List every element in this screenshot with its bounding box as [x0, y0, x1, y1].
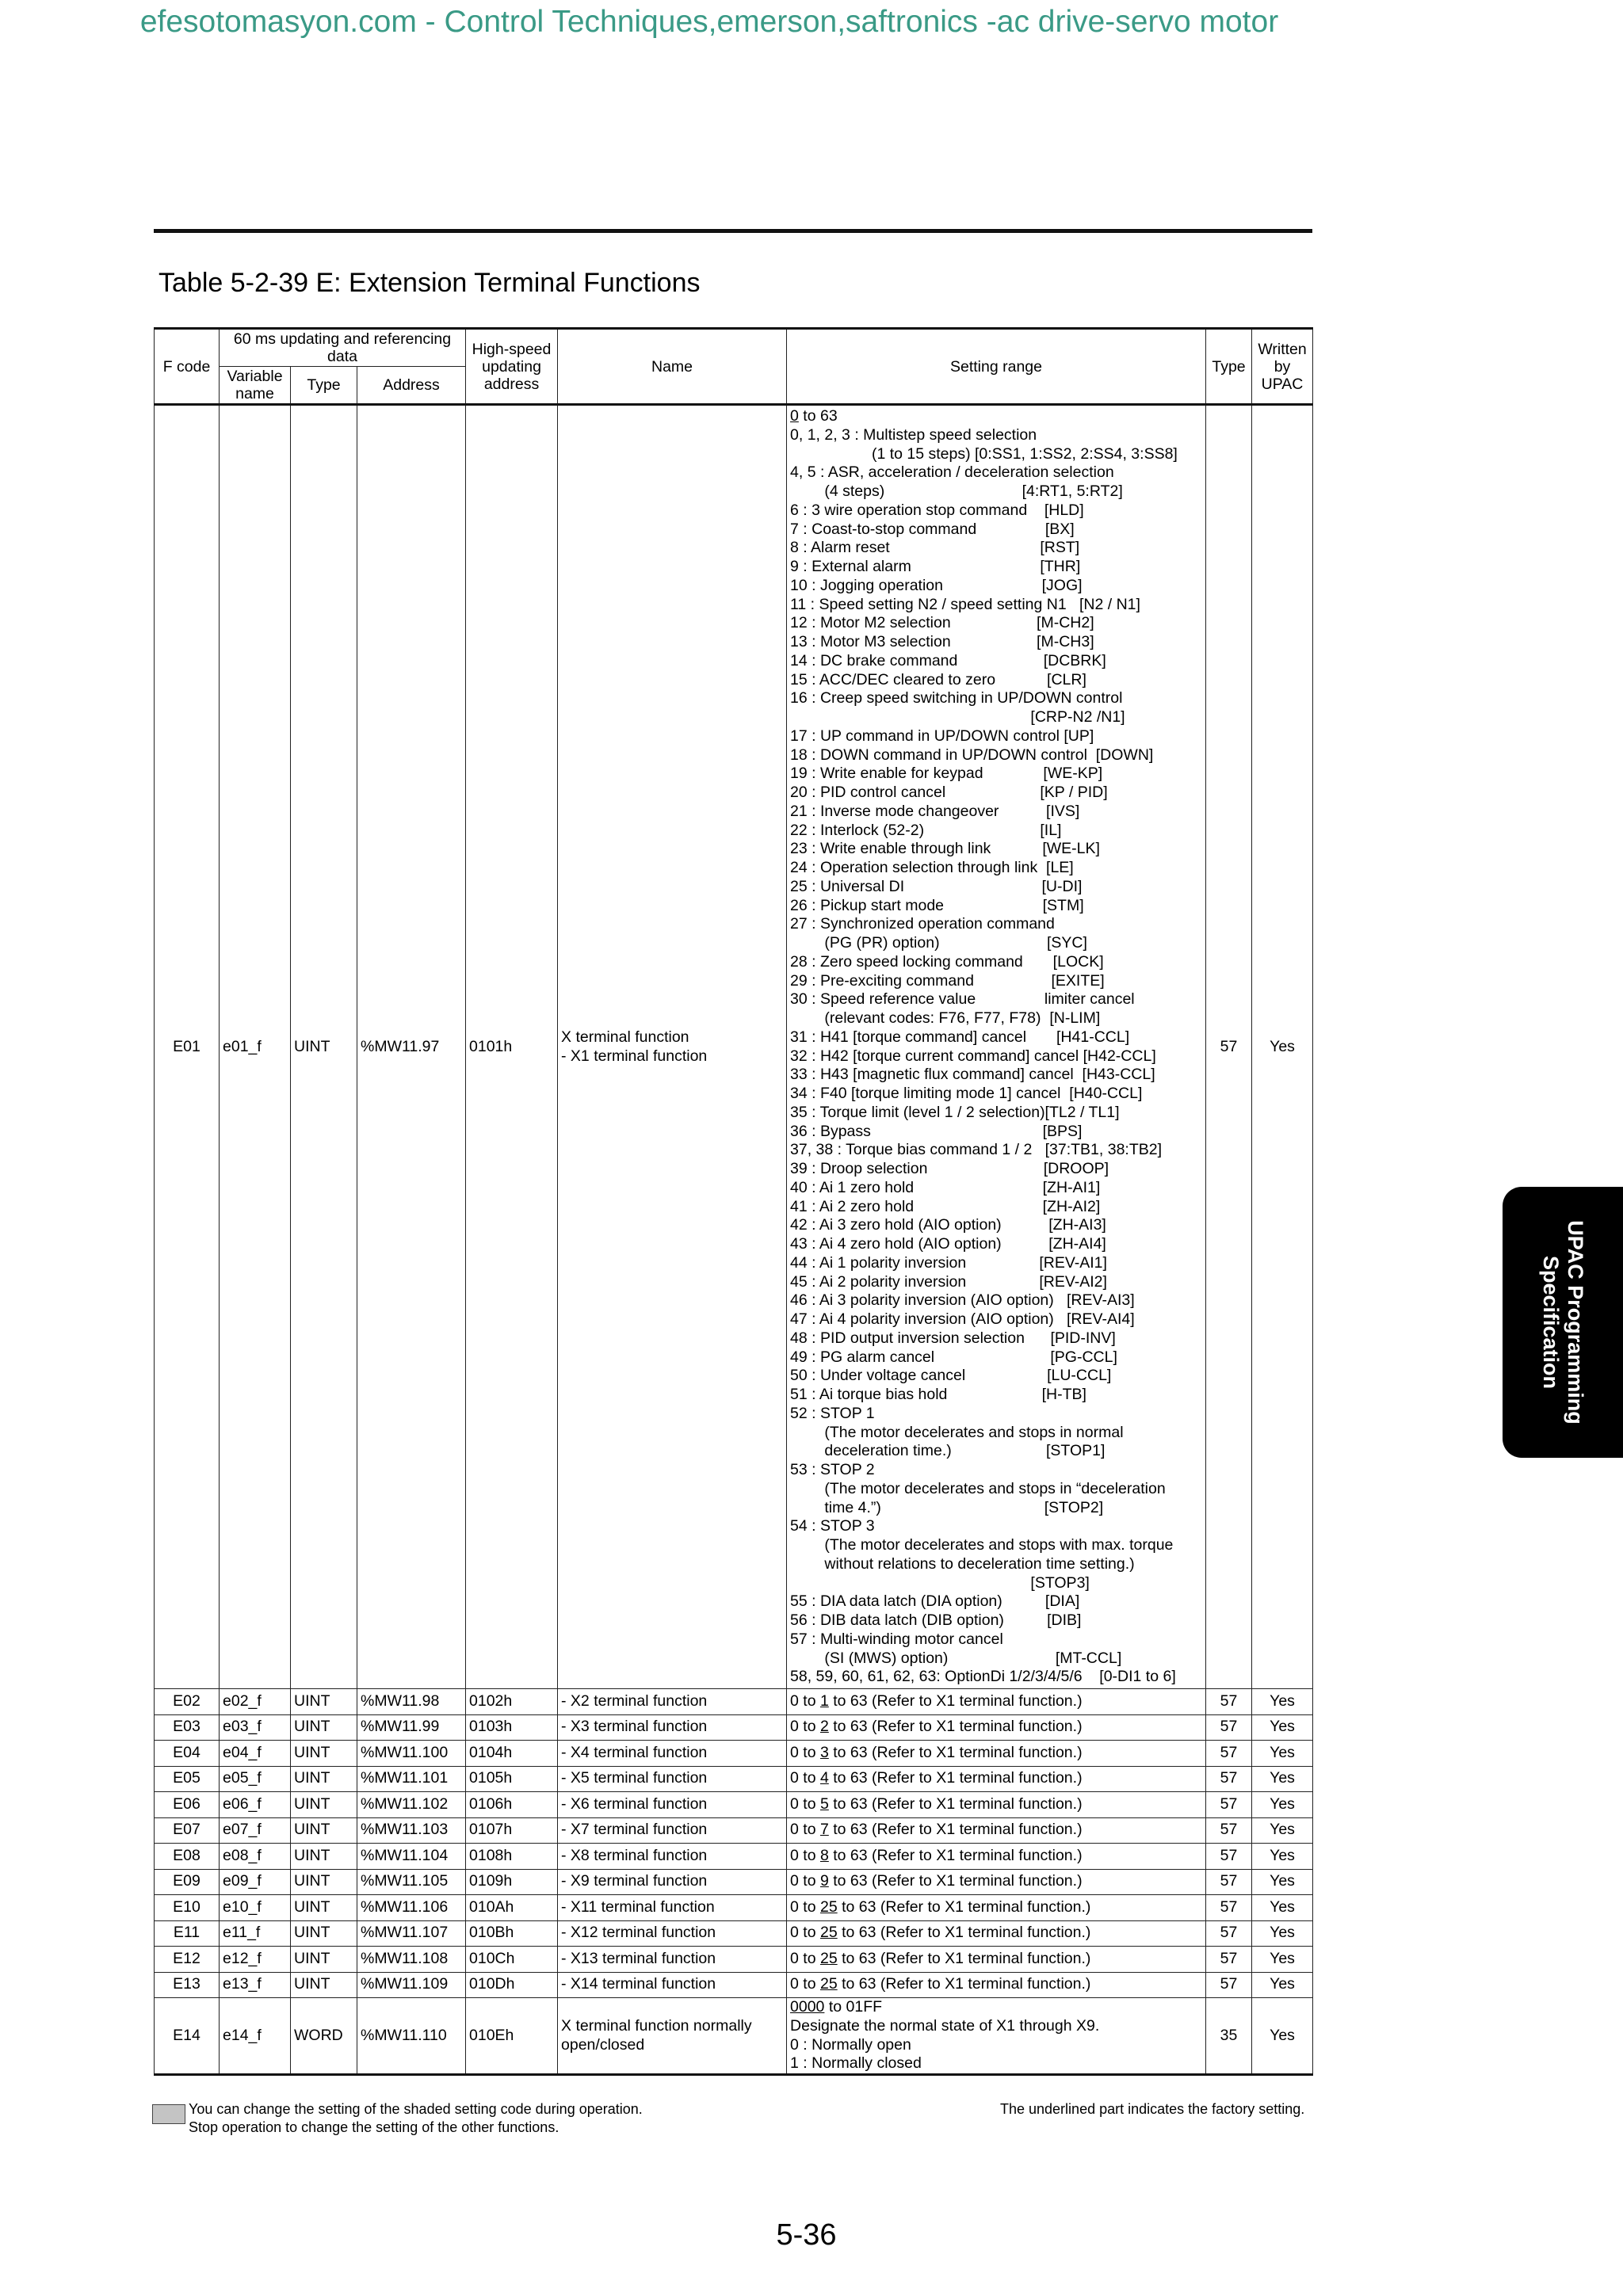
range-lines [790, 426, 1202, 1687]
range-line: 46 : Ai 3 polarity inversion (AIO option) [REV-AI3] [790, 1291, 1135, 1310]
range-line: 0 : Normally open [790, 2035, 911, 2054]
range-line: 25 : Universal DI [U-DI] [790, 877, 1083, 895]
cell-written: Yes [1252, 1741, 1313, 1767]
cell-type: WORD [291, 1998, 357, 2075]
range-line: (SI (MWS) option) [MT-CCL] [790, 1649, 1122, 1667]
range-suffix: to 63 (Refer to X1 terminal function.) [837, 1975, 1091, 1993]
shaded-note-1: You can change the setting of the shaded setting code during operation. [189, 2101, 643, 2117]
cell-address: %MW11.107 [357, 1920, 466, 1947]
range-line: 41 : Ai 2 zero hold [ZH-AI2] [790, 1197, 1101, 1215]
factory-default-value: 25 [819, 1949, 838, 1967]
range-line: 13 : Motor M3 selection [M-CH3] [790, 633, 1094, 650]
factory-default-value: 5 [819, 1794, 829, 1813]
cell-variable: e04_f [220, 1741, 291, 1767]
range-line: 43 : Ai 4 zero hold (AIO option) [ZH-AI4] [790, 1235, 1106, 1253]
range-line: time 4.”) [STOP2] [790, 1498, 1104, 1516]
cell-type-no: 57 [1206, 1947, 1252, 1973]
cell-type-no: 57 [1206, 1972, 1252, 1998]
range-line: 7 : Coast-to-stop command [BX] [790, 520, 1075, 538]
shaded-legend-text [189, 2100, 643, 2137]
range-line: 6 : 3 wire operation stop command [HLD] [790, 501, 1084, 519]
cell-setting-range [787, 1972, 1206, 1998]
range-suffix: to 63 (Refer to X1 terminal function.) [828, 1872, 1083, 1890]
table-row [155, 1714, 1313, 1741]
factory-default-value: 25 [819, 1924, 838, 1942]
cell-fcode: E05 [155, 1766, 220, 1792]
cell-setting-range [787, 1689, 1206, 1715]
cell-hs-address: 010Dh [466, 1972, 558, 1998]
table-row [155, 1741, 1313, 1767]
header-60ms-group: 60 ms updating and referencing data [220, 329, 466, 367]
cell-written: Yes [1252, 1766, 1313, 1792]
table-row [155, 1766, 1313, 1792]
cell-written: Yes [1252, 1689, 1313, 1715]
cell-name: - X5 terminal function [558, 1766, 787, 1792]
range-line: 44 : Ai 1 polarity inversion [REV-AI1] [790, 1253, 1107, 1272]
range-line: 36 : Bypass [BPS] [790, 1122, 1083, 1140]
range-suffix: to 63 (Refer to X1 terminal function.) [828, 1769, 1083, 1787]
cell-type: UINT [291, 1920, 357, 1947]
factory-default-value: 0 [790, 407, 799, 425]
range-line: 30 : Speed reference value limiter cancel [790, 990, 1135, 1009]
range-suffix: to 63 (Refer to X1 terminal function.) [837, 1924, 1091, 1942]
cell-fcode: E06 [155, 1792, 220, 1818]
side-tab-label [1538, 1187, 1587, 1458]
range-line: without relations to deceleration time setting.) [790, 1554, 1135, 1573]
factory-default-value: 25 [819, 1897, 838, 1916]
cell-setting-range [787, 1766, 1206, 1792]
side-tab-line-1: UPAC Programming [1564, 1220, 1587, 1425]
range-line: 56 : DIB data latch (DIB option) [DIB] [790, 1611, 1082, 1629]
cell-fcode: E04 [155, 1741, 220, 1767]
range-line: [CRP-N2 /N1] [790, 708, 1125, 726]
cell-written: Yes [1252, 1947, 1313, 1973]
cell-name: - X12 terminal function [558, 1920, 787, 1947]
cell-written: Yes [1252, 1869, 1313, 1895]
cell-variable: e05_f [220, 1766, 291, 1792]
cell-name: - X14 terminal function [558, 1972, 787, 1998]
cell-type: UINT [291, 1766, 357, 1792]
cell-type: UINT [291, 1741, 357, 1767]
cell-setting-range [787, 1869, 1206, 1895]
range-line: 39 : Droop selection [DROOP] [790, 1160, 1109, 1177]
range-line: 11 : Speed setting N2 / speed setting N1 [N2 / N1] [790, 595, 1140, 613]
range-line: 49 : PG alarm cancel [PG-CCL] [790, 1348, 1117, 1366]
cell-type-no: 57 [1206, 1895, 1252, 1921]
range-prefix: 0 to [790, 1846, 820, 1864]
range-line: 40 : Ai 1 zero hold [ZH-AI1] [790, 1178, 1101, 1196]
cell-type: UINT [291, 1714, 357, 1741]
cell-hs-address: 0106h [466, 1792, 558, 1818]
range-line: 15 : ACC/DEC cleared to zero [CLR] [790, 670, 1086, 688]
range-line: Designate the normal state of X1 through X9. [790, 2016, 1100, 2035]
cell-variable: e12_f [220, 1947, 291, 1973]
range-line: 27 : Synchronized operation command [790, 915, 1055, 933]
cell-setting-range [787, 1947, 1206, 1973]
cell-name: - X13 terminal function [558, 1947, 787, 1973]
header-address: Address [357, 367, 466, 405]
range-prefix: 0 to [790, 1743, 820, 1761]
header-type: Type [291, 367, 357, 405]
cell-hs-address: 0105h [466, 1766, 558, 1792]
header-fcode: F code [155, 329, 220, 405]
range-suffix: to 63 (Refer to X1 terminal function.) [828, 1794, 1083, 1813]
cell-hs-address: 010Ah [466, 1895, 558, 1921]
range-line: 45 : Ai 2 polarity inversion [REV-AI2] [790, 1272, 1107, 1291]
cell-written: Yes [1252, 1817, 1313, 1844]
range-line: 54 : STOP 3 [790, 1517, 875, 1535]
range-suffix: to 63 (Refer to X1 terminal function.) [828, 1743, 1083, 1761]
range-suffix: to 63 (Refer to X1 terminal function.) [837, 1897, 1091, 1916]
cell-variable: e09_f [220, 1869, 291, 1895]
section-side-tab[interactable] [1503, 1187, 1623, 1458]
cell-name: - X3 terminal function [558, 1714, 787, 1741]
cell-name: - X9 terminal function [558, 1869, 787, 1895]
cell-variable: e06_f [220, 1792, 291, 1818]
cell-written: Yes [1252, 1844, 1313, 1870]
cell-address: %MW11.109 [357, 1972, 466, 1998]
cell-type-no: 57 [1206, 1817, 1252, 1844]
cell-setting-range [787, 1714, 1206, 1741]
range-prefix: 0 to [790, 1794, 820, 1813]
header-written-by: Written by UPAC [1252, 329, 1313, 405]
range-suffix: to 63 (Refer to X1 terminal function.) [828, 1691, 1083, 1710]
cell-fcode: E14 [155, 1998, 220, 2075]
range-line: 37, 38 : Torque bias command 1 / 2 [37:TB1, 38:TB2] [790, 1141, 1163, 1159]
cell-address: %MW11.100 [357, 1741, 466, 1767]
cell-written: Yes [1252, 1895, 1313, 1921]
cell-written: Yes [1252, 1714, 1313, 1741]
cell-address: %MW11.97 [357, 405, 466, 1689]
range-suffix: to 63 (Refer to X1 terminal function.) [828, 1718, 1083, 1736]
cell-name: - X6 terminal function [558, 1792, 787, 1818]
cell-fcode: E07 [155, 1817, 220, 1844]
cell-hs-address: 010Ch [466, 1947, 558, 1973]
cell-fcode: E11 [155, 1920, 220, 1947]
cell-hs-address: 0104h [466, 1741, 558, 1767]
cell-fcode: E10 [155, 1895, 220, 1921]
cell-type-no: 57 [1206, 1714, 1252, 1741]
range-line: 23 : Write enable through link [WE-LK] [790, 840, 1100, 858]
range-line: (relevant codes: F76, F77, F78) [N-LIM] [790, 1009, 1101, 1027]
cell-type: UINT [291, 1792, 357, 1818]
range-line: 4, 5 : ASR, acceleration / deceleration selection [790, 463, 1114, 482]
cell-fcode: E01 [155, 405, 220, 1689]
factory-default-value: 8 [819, 1846, 829, 1864]
range-prefix: 0 to [790, 1924, 820, 1942]
range-line: 24 : Operation selection through link [LE] [790, 859, 1074, 876]
shaded-note-2: Stop operation to change the setting of the other functions. [189, 2119, 559, 2135]
range-line: 55 : DIA data latch (DIA option) [DIA] [790, 1592, 1080, 1611]
cell-hs-address: 010Bh [466, 1920, 558, 1947]
cell-setting-range [787, 1920, 1206, 1947]
range-prefix: 0 to [790, 1821, 820, 1839]
cell-hs-address: 010Eh [466, 1998, 558, 2075]
cell-hs-address: 0101h [466, 405, 558, 1689]
range-line: 31 : H41 [torque command] cancel [H41-CCL] [790, 1028, 1130, 1046]
site-banner: efesotomasyon.com - Control Techniques,emerson,saftronics -ac drive-servo motor [139, 5, 1279, 39]
cell-hs-address: 0102h [466, 1689, 558, 1715]
range-line: 14 : DC brake command [DCBRK] [790, 651, 1106, 669]
cell-written: Yes [1252, 405, 1313, 1689]
range-line: 29 : Pre-exciting command [EXITE] [790, 971, 1105, 990]
cell-type-no: 57 [1206, 405, 1252, 1689]
header-high-speed: High-speed updating address [466, 329, 558, 405]
cell-variable: e03_f [220, 1714, 291, 1741]
cell-setting-range [787, 1817, 1206, 1844]
cell-name: X terminal function normally open/closed [558, 1998, 787, 2075]
header-variable-name: Variable name [220, 367, 291, 405]
range-prefix: 0 to [790, 1949, 820, 1967]
cell-type-no: 57 [1206, 1844, 1252, 1870]
range-line: 26 : Pickup start mode [STM] [790, 896, 1084, 914]
cell-written: Yes [1252, 1998, 1313, 2075]
side-tab-line-2: Specification [1539, 1255, 1563, 1390]
cell-name: - X8 terminal function [558, 1844, 787, 1870]
factory-default-value: 1 [819, 1691, 829, 1710]
cell-name: - X2 terminal function [558, 1689, 787, 1715]
cell-hs-address: 0103h [466, 1714, 558, 1741]
header-rule [154, 229, 1312, 233]
cell-type: UINT [291, 1817, 357, 1844]
factory-default-value: 2 [819, 1718, 829, 1736]
range-line: (PG (PR) option) [SYC] [790, 934, 1087, 952]
range-line: 16 : Creep speed switching in UP/DOWN control [790, 689, 1123, 707]
cell-type-no: 57 [1206, 1741, 1252, 1767]
cell-setting-range [787, 1844, 1206, 1870]
factory-default-value: 0000 [790, 1998, 825, 2016]
cell-hs-address: 0109h [466, 1869, 558, 1895]
range-line: 50 : Under voltage cancel [LU-CCL] [790, 1367, 1112, 1385]
range-line: 34 : F40 [torque limiting mode 1] cancel [H40-CCL] [790, 1085, 1143, 1102]
cell-setting-range [787, 1998, 1206, 2075]
range-line: 28 : Zero speed locking command [LOCK] [790, 952, 1104, 971]
table-row [155, 1869, 1313, 1895]
cell-address: %MW11.99 [357, 1714, 466, 1741]
range-prefix: 0 to [790, 1975, 820, 1993]
shaded-legend-swatch [152, 2104, 185, 2124]
table-row-e01 [155, 405, 1313, 1689]
cell-address: %MW11.108 [357, 1947, 466, 1973]
factory-default-value: 25 [819, 1975, 838, 1993]
cell-variable: e13_f [220, 1972, 291, 1998]
range-line: 53 : STOP 2 [790, 1461, 875, 1478]
range-suffix: to 63 (Refer to X1 terminal function.) [837, 1949, 1091, 1967]
cell-hs-address: 0108h [466, 1844, 558, 1870]
range-line: 19 : Write enable for keypad [WE-KP] [790, 765, 1103, 783]
range-prefix: 0 to [790, 1691, 820, 1710]
cell-type: UINT [291, 1689, 357, 1715]
table-title: Table 5-2-39 E: Extension Terminal Functions [158, 268, 701, 298]
cell-setting-range [787, 1895, 1206, 1921]
table-row [155, 1972, 1313, 1998]
range-head-rest: to 01FF [824, 1998, 883, 2016]
range-line: 17 : UP command in UP/DOWN control [UP] [790, 727, 1094, 745]
range-line: (4 steps) [4:RT1, 5:RT2] [790, 482, 1123, 500]
range-line: 12 : Motor M2 selection [M-CH2] [790, 614, 1094, 632]
table-row [155, 1895, 1313, 1921]
range-line: 22 : Interlock (52-2) [IL] [790, 821, 1062, 839]
range-line: 32 : H42 [torque current command] cancel [H42-CCL] [790, 1047, 1156, 1065]
cell-type: UINT [291, 405, 357, 1689]
cell-variable: e10_f [220, 1895, 291, 1921]
factory-default-value: 4 [819, 1769, 829, 1787]
range-line: 20 : PID control cancel [KP / PID] [790, 784, 1108, 801]
extension-terminal-table-wrapper [154, 327, 1312, 2076]
cell-variable: e01_f [220, 405, 291, 1689]
cell-variable: e11_f [220, 1920, 291, 1947]
range-line: 57 : Multi-winding motor cancel [790, 1630, 1003, 1648]
cell-variable: e08_f [220, 1844, 291, 1870]
range-line: 9 : External alarm [THR] [790, 558, 1081, 575]
range-prefix: 0 to [790, 1769, 820, 1787]
extension-terminal-table [154, 327, 1313, 2076]
range-suffix: to 63 (Refer to X1 terminal function.) [828, 1846, 1083, 1864]
cell-type: UINT [291, 1895, 357, 1921]
range-line: 21 : Inverse mode changeover [IVS] [790, 802, 1080, 820]
cell-fcode: E08 [155, 1844, 220, 1870]
range-line: 18 : DOWN command in UP/DOWN control [DOWN] [790, 746, 1154, 764]
cell-setting-range [787, 1741, 1206, 1767]
cell-written: Yes [1252, 1920, 1313, 1947]
cell-type-no: 57 [1206, 1766, 1252, 1792]
range-line: 0, 1, 2, 3 : Multistep speed selection [790, 425, 1037, 444]
cell-name: X terminal function - X1 terminal function [558, 405, 787, 1689]
table-row [155, 1792, 1313, 1818]
range-suffix: to 63 (Refer to X1 terminal function.) [828, 1821, 1083, 1839]
cell-address: %MW11.103 [357, 1817, 466, 1844]
cell-name: - X7 terminal function [558, 1817, 787, 1844]
range-line: 52 : STOP 1 [790, 1404, 875, 1422]
factory-default-value: 3 [819, 1743, 829, 1761]
table-row [155, 1844, 1313, 1870]
table-row [155, 1947, 1313, 1973]
range-line: (The motor decelerates and stops in “deceleration [790, 1479, 1166, 1497]
cell-fcode: E02 [155, 1689, 220, 1715]
cell-type-no: 57 [1206, 1869, 1252, 1895]
range-line: (The motor decelerates and stops with max. torque [790, 1536, 1174, 1554]
cell-fcode: E13 [155, 1972, 220, 1998]
range-line: 35 : Torque limit (level 1 / 2 selection)[TL2 / TL1] [790, 1103, 1120, 1121]
cell-address: %MW11.98 [357, 1689, 466, 1715]
cell-address: %MW11.102 [357, 1792, 466, 1818]
cell-address: %MW11.106 [357, 1895, 466, 1921]
factory-default-value: 7 [819, 1821, 829, 1839]
cell-address: %MW11.110 [357, 1998, 466, 2075]
cell-hs-address: 0107h [466, 1817, 558, 1844]
range-head [790, 407, 1202, 426]
cell-type: UINT [291, 1869, 357, 1895]
cell-name: - X4 terminal function [558, 1741, 787, 1767]
factory-default-value: 9 [819, 1872, 829, 1890]
range-line: 8 : Alarm reset [RST] [790, 539, 1080, 557]
cell-fcode: E03 [155, 1714, 220, 1741]
range-line: 1 : Normally closed [790, 2054, 922, 2073]
cell-variable: e07_f [220, 1817, 291, 1844]
range-line: 58, 59, 60, 61, 62, 63: OptionDi 1/2/3/4/5/6 [0-DI1 to 6] [790, 1668, 1176, 1686]
cell-type: UINT [291, 1844, 357, 1870]
cell-written: Yes [1252, 1972, 1313, 1998]
page-number: 5-36 [776, 2218, 837, 2252]
table-row-e14 [155, 1998, 1313, 2075]
range-line: 33 : H43 [magnetic flux command] cancel [H43-CCL] [790, 1066, 1155, 1084]
table-row [155, 1920, 1313, 1947]
range-prefix: 0 to [790, 1718, 820, 1736]
cell-type-no: 57 [1206, 1689, 1252, 1715]
cell-address: %MW11.104 [357, 1844, 466, 1870]
range-head-rest: to 63 [798, 407, 838, 425]
range-prefix: 0 to [790, 1897, 820, 1916]
cell-type: UINT [291, 1947, 357, 1973]
range-line: deceleration time.) [STOP1] [790, 1442, 1106, 1460]
range-prefix: 0 to [790, 1872, 820, 1890]
header-type-no: Type [1206, 329, 1252, 405]
range-line: 47 : Ai 4 polarity inversion (AIO option) [REV-AI4] [790, 1310, 1135, 1328]
cell-written: Yes [1252, 1792, 1313, 1818]
cell-type: UINT [291, 1972, 357, 1998]
table-row [155, 1817, 1313, 1844]
cell-fcode: E09 [155, 1869, 220, 1895]
cell-type-no: 57 [1206, 1792, 1252, 1818]
range-line: (1 to 15 steps) [0:SS1, 1:SS2, 2:SS4, 3:SS8] [790, 444, 1178, 463]
range-line: 10 : Jogging operation [JOG] [790, 576, 1083, 594]
header-setting-range: Setting range [787, 329, 1206, 405]
underline-note: The underlined part indicates the factory setting. [1000, 2101, 1305, 2117]
cell-variable: e02_f [220, 1689, 291, 1715]
range-line: [STOP3] [790, 1573, 1090, 1592]
cell-fcode: E12 [155, 1947, 220, 1973]
range-head [790, 1998, 1202, 2017]
cell-name: - X11 terminal function [558, 1895, 787, 1921]
cell-address: %MW11.101 [357, 1766, 466, 1792]
cell-setting-range [787, 405, 1206, 1689]
cell-address: %MW11.105 [357, 1869, 466, 1895]
header-name: Name [558, 329, 787, 405]
range-line: 42 : Ai 3 zero hold (AIO option) [ZH-AI3] [790, 1216, 1106, 1234]
cell-type-no: 57 [1206, 1920, 1252, 1947]
cell-setting-range [787, 1792, 1206, 1818]
cell-variable: e14_f [220, 1998, 291, 2075]
range-line: (The motor decelerates and stops in normal [790, 1423, 1124, 1441]
cell-type-no: 35 [1206, 1998, 1252, 2075]
range-line: 51 : Ai torque bias hold [H-TB] [790, 1386, 1086, 1403]
range-line: 48 : PID output inversion selection [PID-INV] [790, 1329, 1116, 1347]
table-row [155, 1689, 1313, 1715]
